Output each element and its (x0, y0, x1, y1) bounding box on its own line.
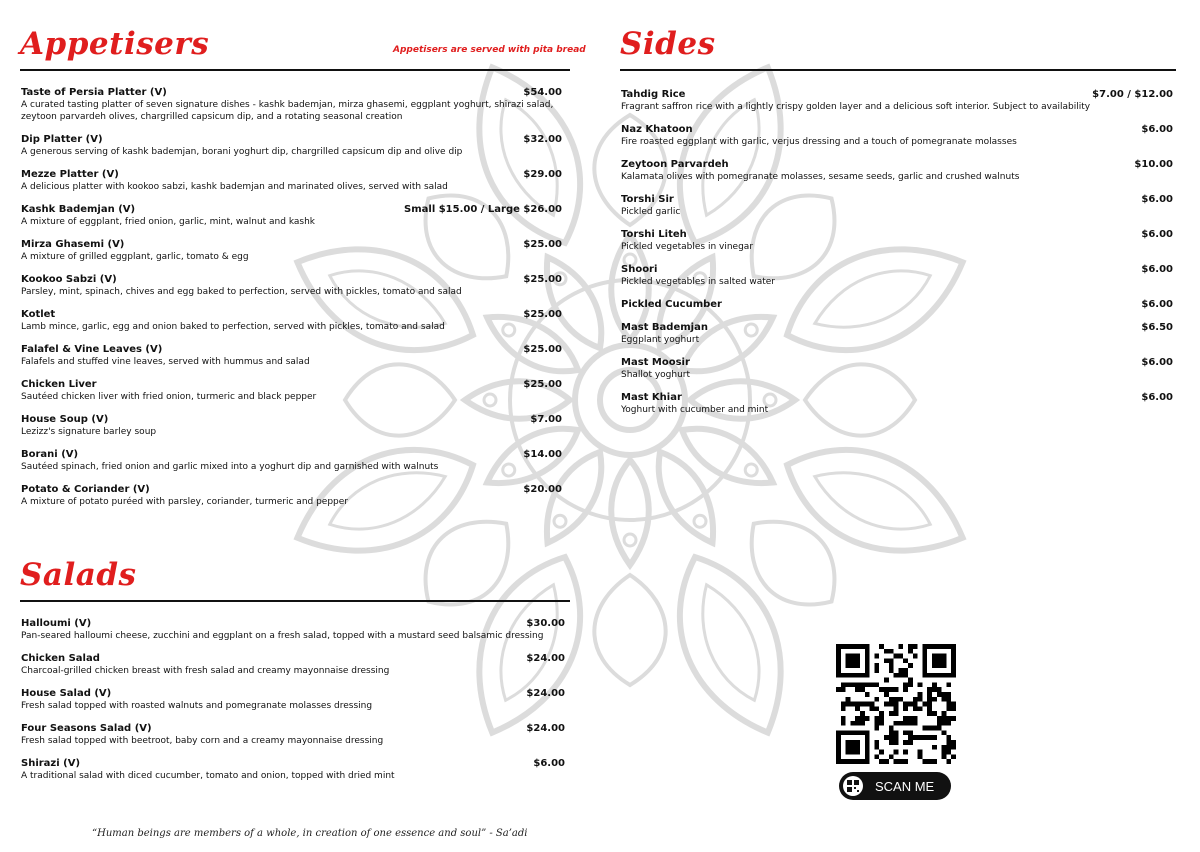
menu-item-name: Mezze Platter (V) (21, 169, 119, 180)
menu-item (621, 263, 1173, 288)
salads-list (21, 617, 565, 792)
menu-item-name: Falafel & Vine Leaves (V) (21, 344, 163, 355)
menu-item-price: $6.50 (1141, 322, 1173, 333)
scan-me-button[interactable] (839, 772, 951, 800)
menu-item-price: $20.00 (523, 484, 562, 495)
menu-item (21, 617, 565, 642)
menu-item (621, 391, 1173, 416)
menu-item-description: Fire roasted eggplant with garlic, verjus dressing and a touch of pomegranate molasses (621, 137, 1017, 147)
menu-item (21, 483, 562, 508)
menu-item-price: $54.00 (523, 87, 562, 98)
menu-item-price: $6.00 (533, 758, 565, 769)
sides-rule (620, 69, 1176, 71)
menu-item-price: $32.00 (523, 134, 562, 145)
appetisers-list (21, 86, 562, 518)
menu-item-name: Kookoo Sabzi (V) (21, 274, 117, 285)
menu-item-description: A traditional salad with diced cucumber, tomato and onion, topped with dried mint (21, 771, 395, 781)
menu-item-name: Pickled Cucumber (621, 299, 722, 310)
menu-item-description: Sautéed spinach, fried onion and garlic mixed into a yoghurt dip and garnished with walnuts (21, 462, 439, 472)
menu-item (21, 168, 562, 193)
menu-item-name: House Salad (V) (21, 688, 112, 699)
menu-item-name: Dip Platter (V) (21, 134, 103, 145)
menu-item-description: Parsley, mint, spinach, chives and egg baked to perfection, served with pickles, tomato and salad (21, 287, 462, 297)
menu-item (621, 356, 1173, 381)
menu-item-name: Zeytoon Parvardeh (621, 159, 729, 170)
menu-item-description: Lamb mince, garlic, egg and onion baked to perfection, served with pickles, tomato and salad (21, 322, 445, 332)
sides-title: Sides (620, 26, 716, 62)
menu-item-price: $7.00 / $12.00 (1092, 89, 1173, 100)
menu-item (21, 273, 562, 298)
menu-item-description: Sautéed chicken liver with fried onion, turmeric and black pepper (21, 392, 317, 402)
menu-item-price: $29.00 (523, 169, 562, 180)
menu-item (621, 193, 1173, 218)
menu-item-name: Torshi Sir (621, 194, 674, 205)
salads-rule (20, 600, 570, 602)
menu-item-description: Falafels and stuffed vine leaves, served with hummus and salad (21, 357, 310, 367)
menu-item (21, 308, 562, 333)
appetisers-title: Appetisers (20, 26, 210, 62)
salads-title: Salads (20, 557, 137, 593)
menu-item-name: Shirazi (V) (21, 758, 81, 769)
menu-item-price: $6.00 (1141, 194, 1173, 205)
menu-item-price: $14.00 (523, 449, 562, 460)
menu-item-price: $6.00 (1141, 357, 1173, 368)
menu-item-description: Pan-seared halloumi cheese, zucchini and eggplant on a fresh salad, topped with a mustard seed balsamic dressing (21, 631, 544, 641)
appetisers-note: Appetisers are served with pita bread (393, 45, 586, 55)
menu-item-price: $6.00 (1141, 299, 1173, 310)
menu-item-price: $30.00 (526, 618, 565, 629)
menu-item-description: Fresh salad topped with roasted walnuts and pomegranate molasses dressing (21, 701, 373, 711)
menu-item (21, 413, 562, 438)
menu-item-name: Mirza Ghasemi (V) (21, 239, 125, 250)
menu-item (621, 123, 1173, 148)
menu-item-description: Pickled garlic (621, 207, 681, 217)
menu-item (21, 757, 565, 782)
menu-item-description: Eggplant yoghurt (621, 335, 700, 345)
menu-item-price: $10.00 (1134, 159, 1173, 170)
menu-item-price: $25.00 (523, 379, 562, 390)
menu-item-price: $6.00 (1141, 229, 1173, 240)
menu-item (21, 652, 565, 677)
menu-item (621, 228, 1173, 253)
menu-item-description: A curated tasting platter of seven signature dishes - kashk bademjan, mirza ghasemi, eggplant yoghurt, shirazi salad, zeytoon parvardeh olives, chargrilled capsicum dip, and a rotating seasonal creation (21, 100, 554, 122)
menu-item-price: $6.00 (1141, 392, 1173, 403)
menu-item-description: Yoghurt with cucumber and mint (621, 405, 769, 415)
menu-item-name: Mast Bademjan (621, 322, 708, 333)
menu-item-price: $24.00 (526, 688, 565, 699)
menu-item-name: Naz Khatoon (621, 124, 693, 135)
footer-quote: “Human beings are members of a whole, in creation of one essence and soul” - Sa’adi (92, 828, 528, 839)
menu-item-description: Shallot yoghurt (621, 370, 691, 380)
appetisers-rule (20, 69, 570, 71)
menu-item (21, 86, 562, 123)
menu-item (621, 158, 1173, 183)
menu-item-description: A mixture of grilled eggplant, garlic, tomato & egg (21, 252, 249, 262)
menu-item-price: $25.00 (523, 274, 562, 285)
sides-list (621, 88, 1173, 426)
menu-item-description: A mixture of potato puréed with parsley, coriander, turmeric and pepper (21, 497, 349, 507)
menu-item-name: Taste of Persia Platter (V) (21, 87, 167, 98)
menu-item-name: Borani (V) (21, 449, 79, 460)
menu-item-name: Kashk Bademjan (V) (21, 204, 136, 215)
menu-item (21, 238, 562, 263)
menu-item-description: Kalamata olives with pomegranate molasses, sesame seeds, garlic and crushed walnuts (621, 172, 1020, 182)
menu-item-name: Torshi Liteh (621, 229, 687, 240)
menu-item-name: Halloumi (V) (21, 618, 92, 629)
menu-item-name: House Soup (V) (21, 414, 109, 425)
menu-item-name: Chicken Liver (21, 379, 97, 390)
menu-item-description: A mixture of eggplant, fried onion, garlic, mint, walnut and kashk (21, 217, 316, 227)
menu-item (621, 321, 1173, 346)
menu-item (21, 343, 562, 368)
menu-item (21, 378, 562, 403)
menu-item (21, 722, 565, 747)
menu-item-price: $25.00 (523, 239, 562, 250)
menu-item-description: Charcoal-grilled chicken breast with fresh salad and creamy mayonnaise dressing (21, 666, 390, 676)
menu-item-price: $6.00 (1141, 264, 1173, 275)
menu-item-description: Pickled vegetables in vinegar (621, 242, 754, 252)
menu-item-description: Fragrant saffron rice with a lightly crispy golden layer and a delicious soft interior. Subject to availability (621, 102, 1091, 112)
menu-item-price: $6.00 (1141, 124, 1173, 135)
qr-code[interactable] (836, 644, 956, 764)
menu-item-price: $25.00 (523, 309, 562, 320)
menu-item-name: Four Seasons Salad (V) (21, 723, 152, 734)
menu-item (21, 133, 562, 158)
menu-item-description: Lezizz's signature barley soup (21, 427, 157, 437)
menu-item-name: Chicken Salad (21, 653, 100, 664)
menu-item (621, 298, 1173, 311)
menu-item (21, 448, 562, 473)
menu-item-price: $24.00 (526, 653, 565, 664)
menu-item (21, 203, 562, 228)
qr-scan-icon (843, 776, 863, 796)
menu-item-name: Mast Khiar (621, 392, 682, 403)
menu-item-name: Potato & Coriander (V) (21, 484, 150, 495)
menu-item-price: $24.00 (526, 723, 565, 734)
menu-item-name: Shoori (621, 264, 658, 275)
menu-item-description: A delicious platter with kookoo sabzi, kashk bademjan and marinated olives, served with salad (21, 182, 448, 192)
menu-item (621, 88, 1173, 113)
menu-item-price: $25.00 (523, 344, 562, 355)
menu-item-name: Tahdig Rice (621, 89, 686, 100)
menu-item-name: Mast Moosir (621, 357, 690, 368)
scan-me-label: SCAN ME (875, 778, 935, 794)
menu-item-name: Kotlet (21, 309, 56, 320)
menu-item-description: Pickled vegetables in salted water (621, 277, 776, 287)
menu-item-description: A generous serving of kashk bademjan, borani yoghurt dip, chargrilled capsicum dip and olive dip (21, 147, 463, 157)
menu-item-price: Small $15.00 / Large $26.00 (404, 204, 562, 215)
menu-item (21, 687, 565, 712)
menu-item-description: Fresh salad topped with beetroot, baby corn and a creamy mayonnaise dressing (21, 736, 384, 746)
menu-item-price: $7.00 (530, 414, 562, 425)
